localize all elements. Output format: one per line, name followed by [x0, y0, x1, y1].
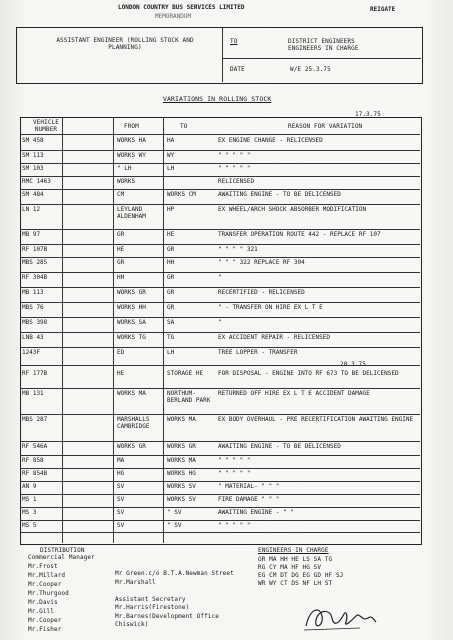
cell-vehicle: RF 107B [22, 246, 48, 253]
cell-vehicle: SM 103 [22, 165, 44, 172]
cell-vehicle: MB 97 [22, 231, 41, 238]
cell-to: HH [167, 259, 175, 266]
cell-from: WORKS GR [117, 289, 146, 296]
cell-to: HA [167, 137, 175, 144]
date-label: DATE [230, 66, 245, 73]
cell-to: GR [167, 289, 175, 296]
cell-to: STORAGE HE [167, 370, 204, 377]
document-title: VARIATIONS IN ROLLING STOCK [163, 95, 272, 103]
cell-from: WORKS HA [117, 137, 146, 144]
cell-from: SV [117, 509, 125, 516]
memo-to: DISTRICT ENGINEERS ENGINEERS IN CHARGE [288, 38, 359, 52]
memo-date: W/E 25.3.75 [290, 66, 331, 73]
cell-reason: EX ENGINE CHANGE - RELICENSED [218, 137, 323, 144]
cell-from: SV [117, 496, 125, 503]
cell-reason: " " " " " [218, 165, 251, 172]
cell-from: GR [117, 231, 125, 238]
cell-to: WORKS MA [167, 457, 196, 464]
cell-from: SV [117, 522, 125, 529]
distribution-entry: Commercial Manager [28, 554, 95, 561]
cell-from: CM [117, 191, 125, 198]
cell-vehicle: SM 484 [22, 191, 44, 198]
memo-header-box [16, 27, 423, 84]
cell-reason: AWAITING ENGINE - " " [218, 509, 294, 516]
cell-to: WORKS MA [167, 416, 196, 423]
cell-to: LH [167, 349, 175, 356]
col-from: FROM [124, 123, 139, 130]
distribution-entry: Mr.Cooper [28, 581, 62, 588]
cell-reason: " - TRANSFER ON HIRE EX L T E [218, 304, 323, 311]
cell-reason: " [218, 274, 222, 281]
cell-from: LEYLAND ALDENHAM [117, 206, 146, 220]
cell-to: TG [167, 334, 175, 341]
cell-vehicle: MB 131 [22, 390, 44, 397]
cell-reason: " " " 322 REPLACE RF 304 [218, 259, 305, 266]
cell-to: NORTHUM- BERLAND PARK [167, 390, 211, 404]
to-label: TO [230, 38, 238, 45]
cell-from: HE [117, 370, 125, 377]
distribution-entry: Mr.Davis [28, 599, 58, 606]
cell-reason: RETURNED OFF HIRE EX L T E ACCIDENT DAMAGE [218, 390, 370, 397]
col-reason: REASON FOR VARIATION [288, 123, 363, 130]
company-name: LONDON COUNTRY BUS SERVICES LIMITED [118, 4, 245, 11]
distribution-label: DISTRIBUTION [40, 547, 85, 554]
distribution-entry: Mr Green.c/o B.T.A.Newman Street [115, 570, 234, 577]
distribution-entry: Mr.Fisher [28, 626, 62, 633]
cell-from: " LH [117, 165, 132, 172]
cell-vehicle: MS 1 [22, 496, 37, 503]
cell-from: WORKS WY [117, 152, 146, 159]
distribution-entry: WR WY CT DS NF LH ST [258, 580, 333, 587]
cell-vehicle: RMC 1463 [22, 178, 51, 185]
cell-to: WORKS CM [167, 191, 196, 198]
cell-reason: " " " " 321 [218, 246, 258, 253]
table-row [20, 206, 420, 231]
cell-from: HE [117, 246, 125, 253]
cell-vehicle: MBS 287 [22, 416, 48, 423]
distribution-entry: Mr.Millard [28, 572, 66, 579]
distribution-entry: EG CM DT DG EG GD HF SJ [258, 572, 344, 579]
cell-vehicle: MB 113 [22, 289, 44, 296]
table-row [20, 390, 420, 416]
cell-to: WY [167, 152, 175, 159]
date-first: 17.3.75 [355, 111, 381, 118]
cell-from: MARSHALLS CAMBRIDGE [117, 416, 150, 430]
cell-reason: FIRE DAMAGE " " " [218, 496, 280, 503]
cell-from: WORKS GR [117, 443, 146, 450]
cell-reason: AWAITING ENGINE - TO BE DELICENSED [218, 191, 341, 198]
cell-to: WORKS HG [167, 470, 196, 477]
cell-reason: " [218, 319, 222, 326]
distribution-entry: Mr.Cooper [28, 617, 62, 624]
cell-to: LH [167, 165, 175, 172]
variations-table [20, 117, 420, 545]
cell-vehicle: SM 458 [22, 137, 44, 144]
cell-reason: " " " " " [218, 457, 251, 464]
cell-vehicle: MBS 398 [22, 319, 48, 326]
cell-from: WORKS MA [117, 390, 146, 397]
col-vehicle: VEHICLE NUMBER [33, 119, 59, 133]
cell-reason: " " " " " [218, 152, 251, 159]
cell-vehicle: AN 9 [22, 483, 37, 490]
cell-from: WORKS [117, 178, 136, 185]
cell-from: GR [117, 259, 125, 266]
date-second: 20.3.75 [340, 361, 366, 368]
cell-to: SA [167, 319, 175, 326]
cell-to: HE [167, 231, 175, 238]
cell-to: GR [167, 274, 175, 281]
location: REIGATE [370, 6, 396, 13]
cell-reason: " " " " " [218, 470, 251, 477]
cell-vehicle: 1243F [22, 349, 41, 356]
distribution-entry: Assistant Secretary [115, 595, 186, 603]
cell-to: " SV [167, 522, 182, 529]
distribution-entry: Mr.Thurgood [28, 590, 69, 597]
cell-to: HP [167, 206, 175, 213]
cell-vehicle: RF 858 [22, 457, 44, 464]
cell-from: WORKS TG [117, 334, 146, 341]
cell-to: " SV [167, 509, 182, 516]
memo-from: ASSISTANT ENGINEER (ROLLING STOCK AND PLANNING) [56, 37, 194, 51]
distribution-entry: Mr.Harris(Firestone) [115, 604, 190, 611]
distribution-entry: Mr.Barnes(Development Office [115, 612, 219, 620]
cell-from: HG [117, 470, 125, 477]
cell-vehicle: RF 854B [22, 470, 48, 477]
cell-vehicle: LN 12 [22, 206, 41, 213]
cell-vehicle: MS 5 [22, 522, 37, 529]
cell-reason: AWAITING ENGINE - TO BE DELICENSED [218, 443, 341, 450]
distribution-entry: RG CY MA HF HG SV [258, 564, 322, 571]
cell-from: HH [117, 274, 125, 281]
memo-subline: MEMORANDUM [155, 13, 192, 20]
cell-reason: EX BODY OVERHAUL - PRE RECERTIFICATION AWAITING ENGINE [218, 416, 414, 423]
cell-from: WORKS HH [117, 304, 146, 311]
cell-vehicle: RF 304B [22, 274, 48, 281]
cell-reason: EX ACCIDENT REPAIR - RELICENSED [218, 334, 330, 341]
cell-from: SV [117, 483, 125, 490]
cell-reason: TRANSFER OPERATION ROUTE 442 - REPLACE RF 107 [218, 231, 381, 238]
cell-vehicle: MBS 285 [22, 259, 48, 266]
distribution-entry: Mr.Marshall [115, 578, 156, 586]
cell-from: ED [117, 349, 125, 356]
cell-to: WORKS GR [167, 443, 196, 450]
cell-to: GR [167, 246, 175, 253]
cell-vehicle: MS 3 [22, 509, 37, 516]
signature-icon [300, 602, 380, 634]
cell-from: WORKS SA [117, 319, 146, 326]
cell-vehicle: SM 113 [22, 152, 44, 159]
cell-to: WORKS SV [167, 483, 196, 490]
eic-label: ENGINEERS IN CHARGE [258, 547, 329, 554]
cell-to: GR [167, 304, 175, 311]
distribution-entry: Mr.Gill [28, 608, 54, 615]
cell-reason: TREE LOPPER - TRANSFER [218, 349, 298, 356]
cell-reason: RELICENSED [218, 178, 255, 185]
cell-reason: RECERTIFIED - RELICENSED [218, 289, 305, 296]
cell-from: MA [117, 457, 125, 464]
cell-reason: EX WHEEL/ARCH SHOCK ABSORBER MODIFICATION [218, 206, 367, 213]
distribution-entry: Mr.Frost [28, 563, 58, 570]
cell-vehicle: RF 177B [22, 370, 48, 377]
cell-to: WORKS SV [167, 496, 196, 503]
table-row [20, 370, 420, 390]
cell-vehicle: MBS 76 [22, 304, 44, 311]
distribution-entry: GR MA HH HE LS SA TG [258, 556, 333, 563]
cell-reason: " " " " " [218, 522, 251, 529]
cell-reason: FOR DISPOSAL - ENGINE INTO RF 673 TO BE DELICENSED [218, 370, 399, 377]
cell-reason: " MATERIAL- " " " [218, 483, 280, 490]
cell-vehicle: LNB 43 [22, 334, 44, 341]
table-row [20, 416, 420, 443]
col-to: TO [180, 123, 188, 130]
distribution-entry: Chiswick) [115, 621, 149, 628]
cell-vehicle: RF 546A [22, 443, 48, 450]
